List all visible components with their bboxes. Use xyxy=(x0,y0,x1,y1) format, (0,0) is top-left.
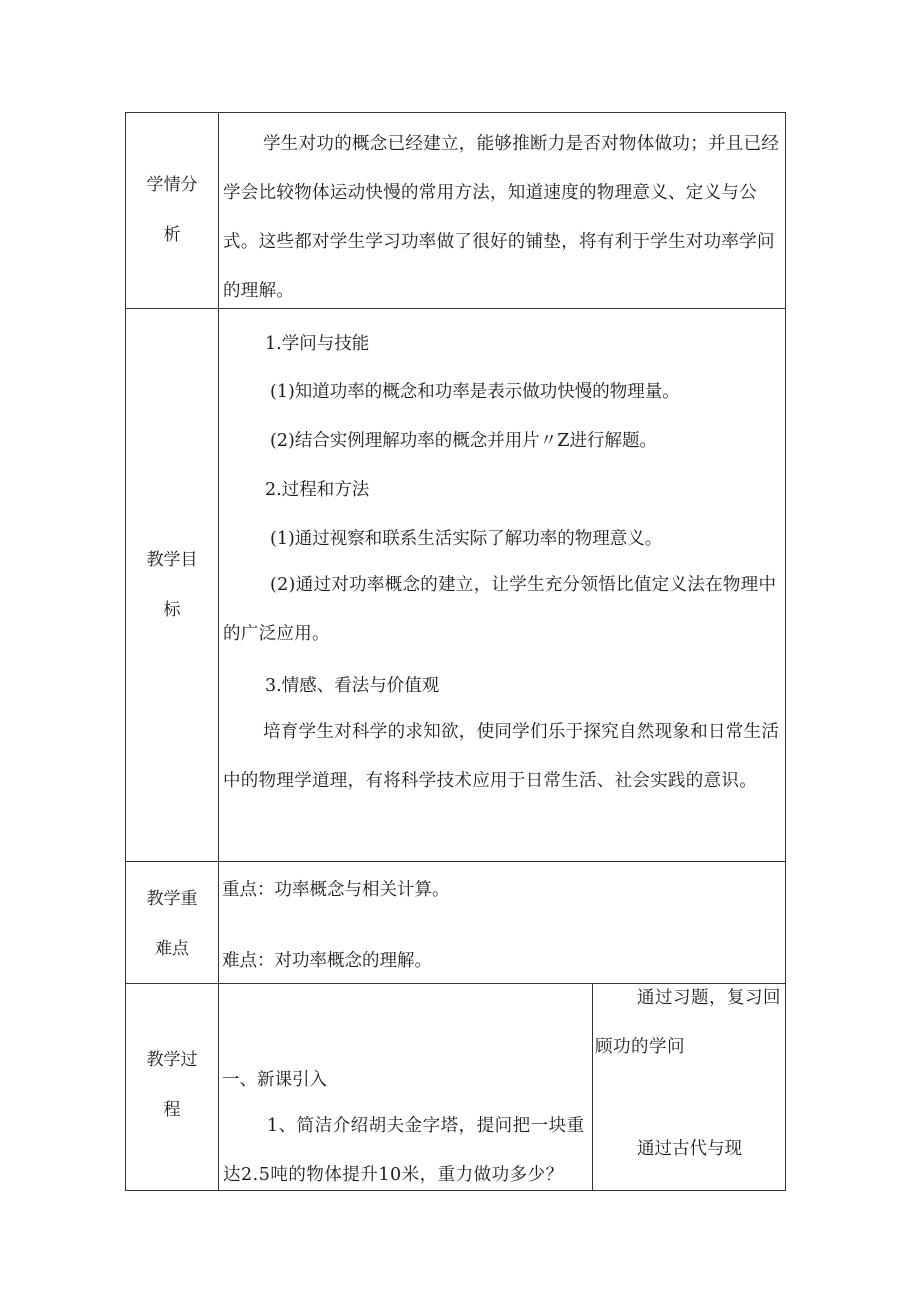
process-note: 通过古代与现 xyxy=(637,1139,742,1159)
notes-column-divider xyxy=(592,983,593,1191)
row-label-line: 析 xyxy=(163,225,181,245)
row-divider-2 xyxy=(125,861,786,862)
key-point: 重点：功率概念与相关计算。 xyxy=(222,880,450,900)
difficult-point: 难点：对功率概念的理解。 xyxy=(222,951,432,971)
goal-heading-process: 2.过程和方法 xyxy=(265,480,370,500)
table-border-left xyxy=(125,112,126,1191)
intro-heading: 一、新课引入 xyxy=(222,1070,327,1090)
table-border-right xyxy=(785,112,786,1191)
row-label-goals xyxy=(126,535,218,635)
goal-item: (1)知道功率的概念和功率是表示做功快慢的物理量。 xyxy=(270,382,680,402)
row-label-line: 教学重 xyxy=(146,889,198,909)
intro-item: 1、简洁介绍胡夫金字塔，提问把一块重达2.5吨的物体提升10米，重力做功多少？ xyxy=(223,1116,585,1185)
row-label-line: 难点 xyxy=(155,939,189,959)
row-label-line: 教学过 xyxy=(146,1050,198,1070)
goal-heading-attitude: 3.情感、看法与价值观 xyxy=(265,676,440,696)
goal-item: (2)通过对功率概念的建立，让学生充分领悟比值定义法在物理中的广泛应用。 xyxy=(223,575,777,644)
goal-item: (1)通过视察和联系生活实际了解功率的物理意义。 xyxy=(270,529,663,549)
goal-attitude-text: 培育学生对科学的求知欲，使同学们乐于探究自然现象和日常生活中的物理学道理，有将科学技术应用于日常生活、社会实践的意识。 xyxy=(223,722,780,791)
goal-item: (2)结合实例理解功率的概念并用片〃Z进行解题。 xyxy=(270,431,657,451)
row-label-keypoints xyxy=(126,874,218,974)
process-note: 通过习题，复习回顾功的学问 xyxy=(595,988,781,1057)
table-border-top xyxy=(125,112,786,113)
analysis-text: 学生对功的概念已经建立，能够推断力是否对物体做功；并且已经学会比较物体运动快慢的常用方法，知道速度的物理意义、定义与公式。这些都对学生学习功率做了很好的铺垫，将有利于学生对功率学问的理解。 xyxy=(223,134,780,301)
row-label-line: 教学目 xyxy=(146,550,198,570)
row-label-line: 程 xyxy=(163,1100,181,1120)
row-label-process xyxy=(126,1035,218,1135)
row-label-line: 标 xyxy=(163,600,181,620)
row-label-analysis xyxy=(126,160,218,260)
goal-heading-knowledge: 1.学问与技能 xyxy=(265,334,370,354)
label-column-divider xyxy=(218,112,219,1191)
row-label-line: 学情分 xyxy=(146,175,198,195)
